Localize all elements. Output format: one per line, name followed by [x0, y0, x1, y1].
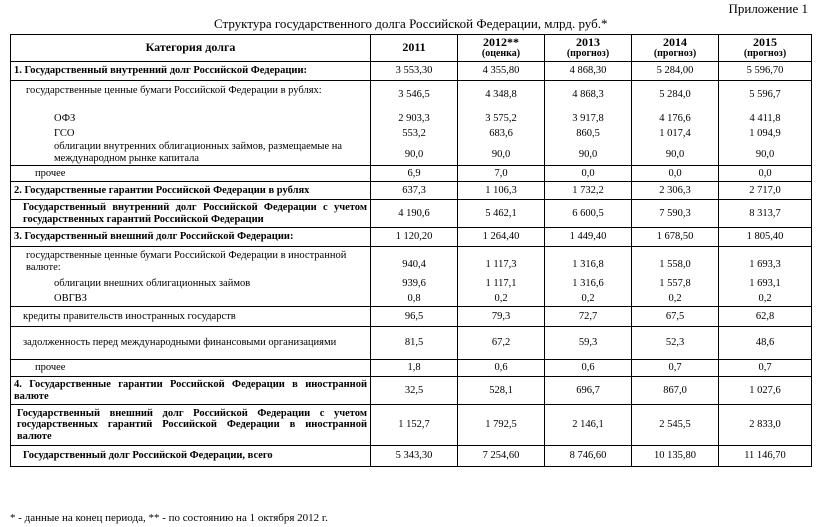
- value-cell: 939,6: [402, 278, 426, 289]
- value-cell: 3 575,2: [485, 113, 517, 124]
- value-cell-group: [719, 247, 812, 307]
- value-cell: 553,2: [402, 128, 426, 139]
- value-cell: 1 117,3: [485, 259, 517, 270]
- value-cell-group: [545, 247, 632, 307]
- value-cell: 1 120,20: [371, 228, 458, 247]
- value-cell: 8 313,7: [719, 200, 812, 228]
- row-label: прочее: [11, 166, 371, 182]
- header-year-2014: 2014 (прогноз): [632, 35, 719, 62]
- value-cell: 1 152,7: [371, 405, 458, 446]
- table-row: [11, 307, 812, 327]
- value-cell: 2 545,5: [632, 405, 719, 446]
- table-row: [11, 405, 812, 446]
- value-cell: 940,4: [402, 259, 426, 270]
- debt-structure-table: [10, 34, 812, 467]
- table-row: [11, 247, 812, 307]
- value-cell-group: [371, 247, 458, 307]
- row-label: ОВГВЗ: [54, 293, 87, 304]
- footnote: * - данные на конец периода, ** - по состоянию на 1 октября 2012 г.: [10, 512, 328, 524]
- row-label: облигации внешних облигационных займов: [54, 278, 251, 289]
- value-cell: 72,7: [545, 307, 632, 327]
- value-cell: 1 017,4: [659, 128, 691, 139]
- value-cell: 1 678,50: [632, 228, 719, 247]
- value-cell-group: [632, 247, 719, 307]
- table-row: [11, 327, 812, 360]
- value-cell: 0,0: [632, 166, 719, 182]
- value-cell: 5 343,30: [371, 446, 458, 467]
- row-label: 1. Государственный внутренний долг Российской Федерации:: [11, 62, 371, 81]
- value-cell: 1 316,8: [572, 259, 604, 270]
- value-cell: 96,5: [371, 307, 458, 327]
- value-cell: 1 732,2: [545, 182, 632, 200]
- value-cell: 4 190,6: [371, 200, 458, 228]
- value-cell: 2 903,3: [398, 113, 430, 124]
- value-cell: 0,2: [668, 293, 682, 304]
- value-cell: 528,1: [458, 377, 545, 405]
- value-cell: 5 284,00: [632, 62, 719, 81]
- value-cell: 1 264,40: [458, 228, 545, 247]
- value-cell: 1,8: [371, 360, 458, 377]
- value-cell: 4 348,8: [485, 89, 517, 100]
- header-year-2015: 2015 (прогноз): [719, 35, 812, 62]
- value-cell: 79,3: [458, 307, 545, 327]
- value-cell-group: [719, 81, 812, 166]
- value-cell: 5 596,70: [719, 62, 812, 81]
- value-cell: 59,3: [545, 327, 632, 360]
- value-cell: 62,8: [719, 307, 812, 327]
- row-label: 2. Государственные гарантии Российской Федерации в рублях: [11, 182, 371, 200]
- value-cell: 7 254,60: [458, 446, 545, 467]
- value-cell: 860,5: [576, 128, 600, 139]
- value-cell-group: [458, 81, 545, 166]
- row-label: ГСО: [54, 128, 75, 139]
- value-cell: 1 693,1: [749, 278, 781, 289]
- row-label: кредиты правительств иностранных государств: [11, 307, 371, 327]
- value-cell: 48,6: [719, 327, 812, 360]
- value-cell: 5 284,0: [659, 89, 691, 100]
- value-cell: 5 596,7: [749, 89, 781, 100]
- table-row: [11, 200, 812, 228]
- value-cell: 4 176,6: [659, 113, 691, 124]
- header-year-2012: 2012** (оценка): [458, 35, 545, 62]
- row-label: Государственный внешний долг Российской Федерации с учетом государственных гарантий Российской Федерации в иностранной валюте: [11, 405, 371, 446]
- value-cell: 637,3: [371, 182, 458, 200]
- header-category: Категория долга: [11, 35, 371, 62]
- value-cell: 1 805,40: [719, 228, 812, 247]
- value-cell: 6,9: [371, 166, 458, 182]
- value-cell: 81,5: [371, 327, 458, 360]
- value-cell: 7,0: [458, 166, 545, 182]
- value-cell: 3 553,30: [371, 62, 458, 81]
- value-cell: 32,5: [371, 377, 458, 405]
- value-cell: 90,0: [491, 149, 511, 160]
- value-cell: 2 717,0: [719, 182, 812, 200]
- row-label-group: [11, 81, 371, 166]
- value-cell: 0,7: [632, 360, 719, 377]
- appendix-label: Приложение 1: [728, 1, 808, 16]
- value-cell: 67,5: [632, 307, 719, 327]
- value-cell: 90,0: [665, 149, 685, 160]
- value-cell: 696,7: [545, 377, 632, 405]
- value-cell: 1 106,3: [458, 182, 545, 200]
- table-row: [11, 377, 812, 405]
- value-cell: 1 792,5: [458, 405, 545, 446]
- value-cell: 6 600,5: [545, 200, 632, 228]
- value-cell: 90,0: [578, 149, 598, 160]
- value-cell: 1 094,9: [749, 128, 781, 139]
- header-year-2013: 2013 (прогноз): [545, 35, 632, 62]
- value-cell: 1 027,6: [719, 377, 812, 405]
- value-cell-group: [371, 81, 458, 166]
- row-label: 3. Государственный внешний долг Российской Федерации:: [11, 228, 371, 247]
- table-title: Структура государственного долга Российской Федерации, млрд. руб.*: [214, 16, 608, 31]
- table-row: [11, 62, 812, 81]
- value-cell: 0,8: [407, 293, 421, 304]
- value-cell: 1 557,8: [659, 278, 691, 289]
- header-row: [11, 35, 812, 62]
- header-year-2011: 2011: [371, 35, 458, 62]
- value-cell: 11 146,70: [719, 446, 812, 467]
- value-cell-group: [458, 247, 545, 307]
- value-cell-group: [632, 81, 719, 166]
- row-label: государственные ценные бумаги Российской Федерации в рублях:: [26, 85, 322, 96]
- row-label: задолженность перед международными финансовыми организациями: [11, 327, 371, 360]
- row-label: 4. Государственные гарантии Российской Федерации в иностранной валюте: [11, 377, 371, 405]
- value-cell: 0,6: [545, 360, 632, 377]
- value-cell: 5 462,1: [458, 200, 545, 228]
- table-row: [11, 228, 812, 247]
- value-cell: 2 833,0: [719, 405, 812, 446]
- value-cell: 867,0: [632, 377, 719, 405]
- value-cell: 1 693,3: [749, 259, 781, 270]
- value-cell: 4 868,3: [572, 89, 604, 100]
- table-row: [11, 182, 812, 200]
- row-label: государственные ценные бумаги Российской Федерации в иностранной валюте:: [26, 250, 347, 273]
- value-cell: 1 316,6: [572, 278, 604, 289]
- value-cell: 3 917,8: [572, 113, 604, 124]
- table-row: [11, 446, 812, 467]
- value-cell: 3 546,5: [398, 89, 430, 100]
- row-label-group: [11, 247, 371, 307]
- value-cell: 0,2: [494, 293, 508, 304]
- row-label: Государственный долг Российской Федерации, всего: [11, 446, 371, 467]
- value-cell: 10 135,80: [632, 446, 719, 467]
- value-cell: 90,0: [755, 149, 775, 160]
- value-cell: 1 558,0: [659, 259, 691, 270]
- value-cell: 2 306,3: [632, 182, 719, 200]
- value-cell: 1 449,40: [545, 228, 632, 247]
- value-cell: 1 117,1: [485, 278, 517, 289]
- value-cell: 0,0: [719, 166, 812, 182]
- value-cell: 0,6: [458, 360, 545, 377]
- value-cell: 7 590,3: [632, 200, 719, 228]
- table-row: [11, 81, 812, 166]
- table-row: [11, 166, 812, 182]
- row-label: облигации внутренних облигационных займов, размещаемые на международном рынке капитала: [54, 141, 343, 164]
- value-cell: 0,2: [581, 293, 595, 304]
- value-cell: 683,6: [489, 128, 513, 139]
- value-cell: 2 146,1: [545, 405, 632, 446]
- value-cell: 67,2: [458, 327, 545, 360]
- value-cell: 4 411,8: [749, 113, 781, 124]
- value-cell: 0,0: [545, 166, 632, 182]
- row-label: Государственный внутренний долг Российской Федерации с учетом государственных гарантий Российской Федерации: [11, 200, 371, 228]
- row-label: ОФЗ: [54, 113, 76, 124]
- value-cell: 52,3: [632, 327, 719, 360]
- value-cell: 4 868,30: [545, 62, 632, 81]
- table-row: [11, 360, 812, 377]
- value-cell: 90,0: [404, 149, 424, 160]
- value-cell-group: [545, 81, 632, 166]
- value-cell: 8 746,60: [545, 446, 632, 467]
- value-cell: 0,2: [758, 293, 772, 304]
- row-label: прочее: [11, 360, 371, 377]
- value-cell: 4 355,80: [458, 62, 545, 81]
- value-cell: 0,7: [719, 360, 812, 377]
